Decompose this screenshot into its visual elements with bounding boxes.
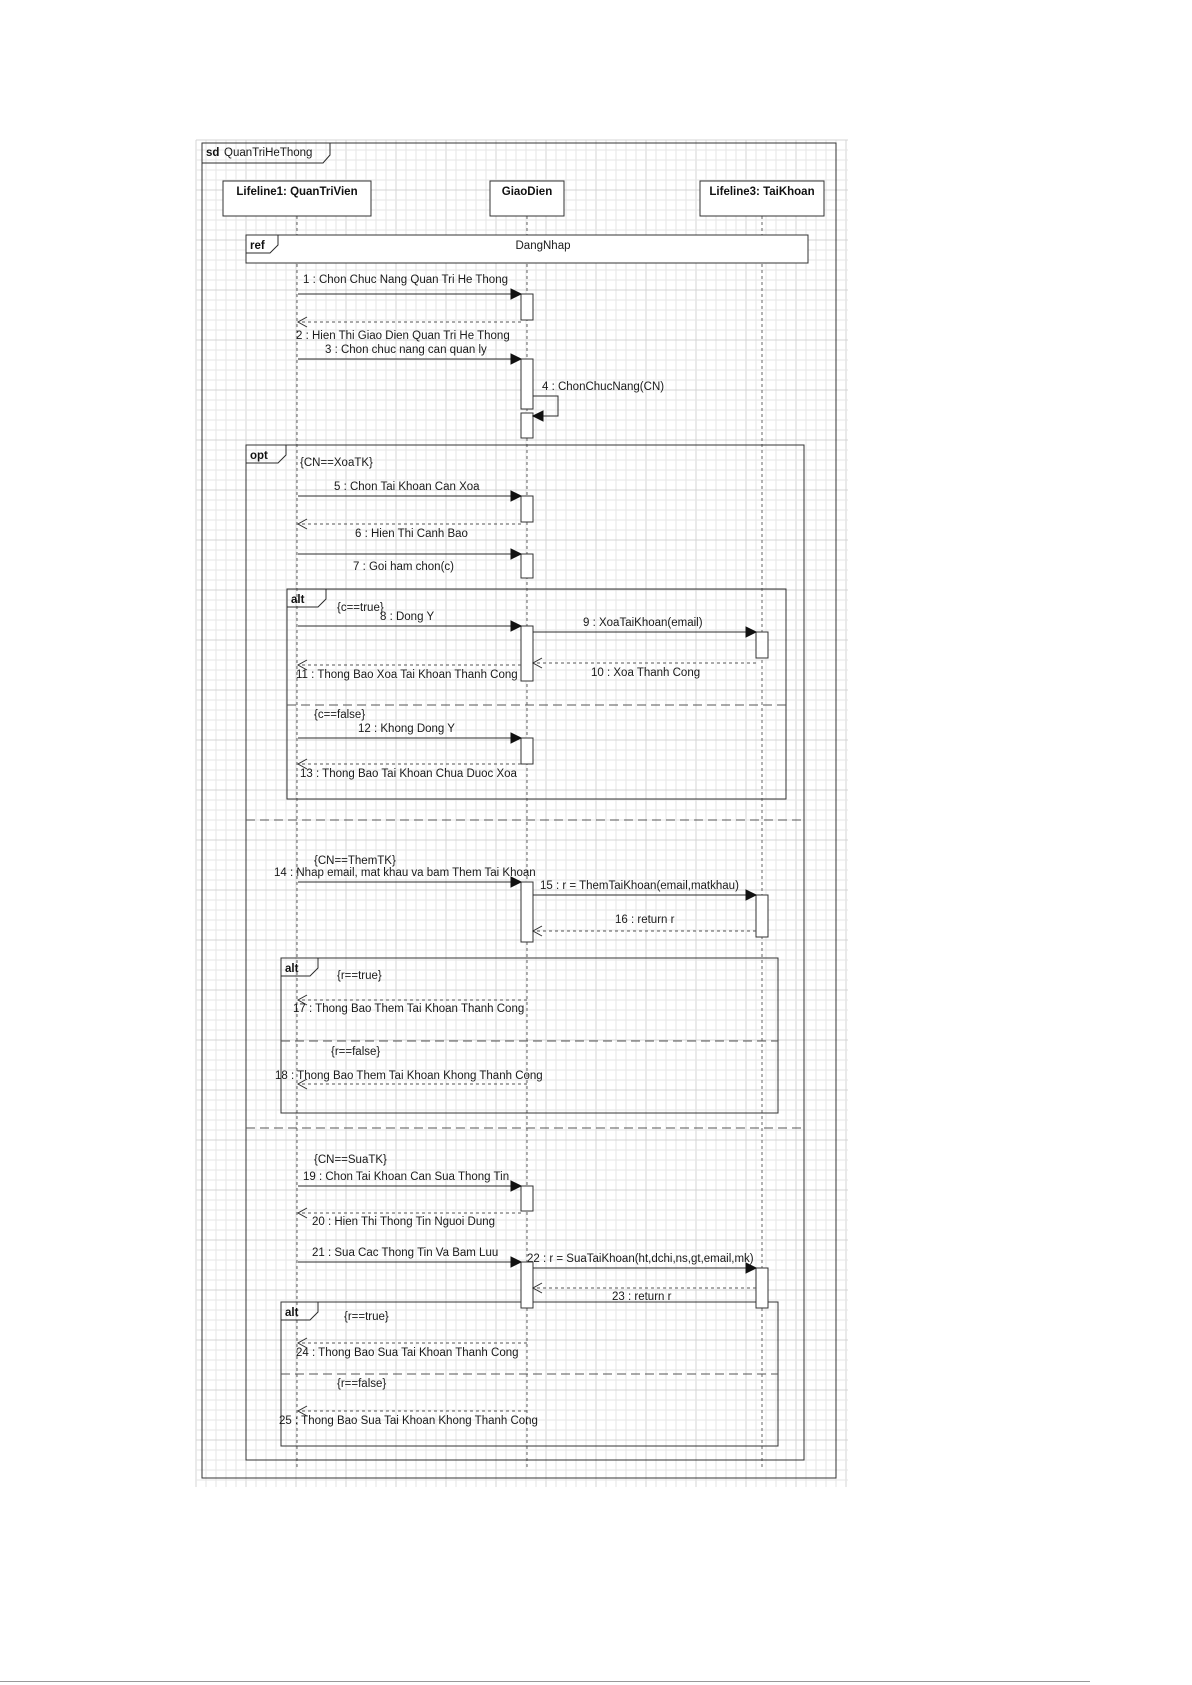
guard-r-false-1: {r==false} xyxy=(331,1046,381,1058)
message-13-label: 13 : Thong Bao Tai Khoan Chua Duoc Xoa xyxy=(300,768,517,780)
message-4 xyxy=(533,381,664,421)
message-3-label: 3 : Chon chuc nang can quan ly xyxy=(325,344,487,356)
message-15-label: 15 : r = ThemTaiKhoan(email,matkhau) xyxy=(540,880,739,892)
alt-3-keyword: alt xyxy=(285,1307,299,1319)
message-5-label: 5 : Chon Tai Khoan Can Xoa xyxy=(334,481,480,493)
message-23-label: 23 : return r xyxy=(612,1291,672,1303)
lifeline-quantrivien-label: Lifeline1: QuanTriVien xyxy=(236,186,358,198)
opt-keyword: opt xyxy=(250,450,268,462)
message-20-label: 20 : Hien Thi Thong Tin Nguoi Dung xyxy=(312,1216,496,1228)
message-8 xyxy=(298,611,521,631)
message-11-label: 11 : Thong Bao Xoa Tai Khoan Thanh Cong xyxy=(296,669,518,681)
message-19 xyxy=(298,1171,521,1191)
message-24 xyxy=(296,1338,527,1359)
message-15-arrowhead xyxy=(746,890,756,900)
message-2-label: 2 : Hien Thi Giao Dien Quan Tri He Thong xyxy=(296,330,510,342)
message-1-label: 1 : Chon Chuc Nang Quan Tri He Thong xyxy=(303,274,508,286)
sd-keyword: sd xyxy=(206,147,220,159)
message-8-label: 8 : Dong Y xyxy=(380,611,435,623)
message-7 xyxy=(298,549,521,573)
message-6-label: 6 : Hien Thi Canh Bao xyxy=(355,528,468,540)
message-5 xyxy=(298,481,521,501)
sd-name: QuanTriHeThong xyxy=(224,147,313,159)
ref-fragment xyxy=(246,235,808,263)
message-4-label: 4 : ChonChucNang(CN) xyxy=(542,381,665,393)
message-1 xyxy=(298,274,521,299)
ref-label: DangNhap xyxy=(515,240,571,252)
alt-1-keyword: alt xyxy=(291,594,305,606)
message-17-label: 17 : Thong Bao Them Tai Khoan Thanh Cong xyxy=(293,1003,525,1015)
message-19-label: 19 : Chon Tai Khoan Can Sua Thong Tin xyxy=(303,1171,510,1183)
guard-r-false-2: {r==false} xyxy=(337,1378,387,1390)
message-24-label: 24 : Thong Bao Sua Tai Khoan Thanh Cong xyxy=(296,1347,519,1359)
guard-r-true-1: {r==true} xyxy=(337,970,382,982)
message-13 xyxy=(298,759,521,780)
guard-cn-suatk: {CN==SuaTK} xyxy=(314,1154,387,1166)
message-20 xyxy=(298,1208,521,1228)
message-3 xyxy=(298,344,521,364)
message-22-label: 22 : r = SuaTaiKhoan(ht,dchi,ns,gt,email,mk) xyxy=(527,1253,754,1265)
message-21 xyxy=(298,1247,521,1267)
message-17 xyxy=(293,995,527,1015)
alt-2-keyword: alt xyxy=(285,963,299,975)
guard-c-false: {c==false} xyxy=(314,709,366,721)
lifeline-giaodien-label: GiaoDien xyxy=(501,186,553,198)
message-25-label: 25 : Thong Bao Sua Tai Khoan Khong Thanh Cong xyxy=(279,1415,538,1427)
activations xyxy=(521,294,768,1308)
message-10-label: 10 : Xoa Thanh Cong xyxy=(591,667,701,679)
page-bottom-rule xyxy=(0,1681,1090,1682)
ref-keyword: ref xyxy=(250,240,265,252)
guard-c-true: {c==true} xyxy=(337,602,384,614)
message-16-label: 16 : return r xyxy=(615,914,675,926)
message-11 xyxy=(296,660,521,681)
guard-cn-xoatk: {CN==XoaTK} xyxy=(300,457,373,469)
message-7-label: 7 : Goi ham chon(c) xyxy=(353,561,454,573)
message-25 xyxy=(279,1406,538,1427)
message-12-label: 12 : Khong Dong Y xyxy=(358,723,455,735)
message-9-label: 9 : XoaTaiKhoan(email) xyxy=(583,617,703,629)
guard-r-true-2: {r==true} xyxy=(344,1311,389,1323)
message-14-label: 14 : Nhap email, mat khau va bam Them Tai Khoan xyxy=(274,867,536,879)
message-2 xyxy=(296,317,521,342)
guard-cn-themtk: {CN==ThemTK} xyxy=(314,855,396,867)
lifeline-taikhoan-label: Lifeline3: TaiKhoan xyxy=(709,186,815,198)
message-18 xyxy=(275,1070,543,1089)
message-18-label: 18 : Thong Bao Them Tai Khoan Khong Thanh Cong xyxy=(275,1070,543,1082)
message-9-arrowhead xyxy=(746,627,756,637)
message-21-label: 21 : Sua Cac Thong Tin Va Bam Luu xyxy=(312,1247,499,1259)
